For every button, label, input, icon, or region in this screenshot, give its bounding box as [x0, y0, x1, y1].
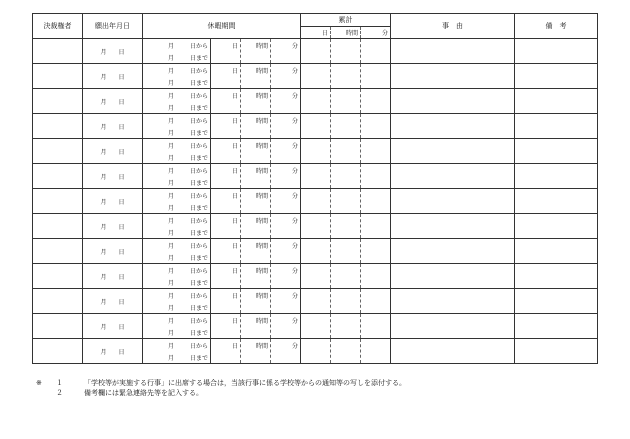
- duration-minute-label: 分: [270, 214, 300, 238]
- table-row: [33, 139, 598, 164]
- month-label: 月: [100, 323, 107, 331]
- approver-cell[interactable]: [33, 239, 83, 264]
- cumulative-cell[interactable]: [301, 139, 391, 164]
- to-month-label: 月: [167, 154, 174, 162]
- day-label: 日: [118, 348, 125, 356]
- cumulative-cell[interactable]: [301, 264, 391, 289]
- day-label: 日: [118, 323, 125, 331]
- reason-cell[interactable]: [391, 64, 515, 89]
- to-month-label: 月: [167, 129, 174, 137]
- table-row: [33, 164, 598, 189]
- cumulative-title: 累計: [301, 14, 390, 27]
- period-duration-cell[interactable]: [211, 314, 301, 339]
- period-duration-cell[interactable]: [211, 64, 301, 89]
- duration-minute-label: 分: [270, 139, 300, 163]
- to-month-label: 月: [167, 79, 174, 87]
- from-month-label: 月: [167, 292, 174, 300]
- duration-minute-label: 分: [270, 39, 300, 63]
- from-month-label: 月: [167, 192, 174, 200]
- table-row: [33, 314, 598, 339]
- from-month-label: 月: [167, 142, 174, 150]
- ledger-body: [33, 39, 598, 364]
- period-range-cell[interactable]: [143, 39, 211, 64]
- request-date-cell[interactable]: [83, 114, 143, 139]
- day-label: 日: [118, 148, 125, 156]
- to-day-label: 日まで: [189, 204, 208, 212]
- to-day-label: 日まで: [189, 229, 208, 237]
- footnote-item: [36, 388, 406, 398]
- duration-day-label: 日: [231, 168, 238, 175]
- to-month-label: 月: [167, 329, 174, 337]
- duration-minute-label: 分: [270, 289, 300, 313]
- day-label: 日: [118, 273, 125, 281]
- duration-day-label: 日: [231, 218, 238, 225]
- to-month-label: 月: [167, 204, 174, 212]
- approver-cell[interactable]: [33, 89, 83, 114]
- month-label: 月: [100, 198, 107, 206]
- from-month-label: 月: [167, 217, 174, 225]
- from-day-label: 日から: [189, 267, 208, 275]
- month-label: 月: [100, 48, 107, 56]
- day-label: 日: [118, 173, 125, 181]
- approver-cell[interactable]: [33, 189, 83, 214]
- duration-day-label: 日: [231, 293, 238, 300]
- table-row: [33, 189, 598, 214]
- to-month-label: 月: [167, 229, 174, 237]
- duration-minute-label: 分: [270, 64, 300, 88]
- period-duration-cell[interactable]: [211, 139, 301, 164]
- request-date-cell[interactable]: [83, 339, 143, 364]
- duration-minute-label: 分: [270, 164, 300, 188]
- from-month-label: 月: [167, 67, 174, 75]
- to-day-label: 日まで: [189, 54, 208, 62]
- day-label: 日: [118, 98, 125, 106]
- duration-minute-label: 分: [270, 339, 300, 363]
- approver-cell[interactable]: [33, 339, 83, 364]
- cumulative-minute-label: 分: [360, 27, 390, 39]
- request-date-cell[interactable]: [83, 214, 143, 239]
- month-label: 月: [100, 248, 107, 256]
- day-label: 日: [118, 298, 125, 306]
- remarks-cell[interactable]: [515, 139, 598, 164]
- month-label: 月: [100, 348, 107, 356]
- cumulative-cell[interactable]: [301, 89, 391, 114]
- footnote-number: ２: [56, 389, 63, 397]
- from-day-label: 日から: [189, 92, 208, 100]
- duration-minute-label: 分: [270, 89, 300, 113]
- duration-hour-label: 時間: [240, 39, 270, 63]
- cumulative-cell[interactable]: [301, 314, 391, 339]
- to-month-label: 月: [167, 54, 174, 62]
- request-date-cell[interactable]: [83, 64, 143, 89]
- header-row: [33, 14, 598, 39]
- period-range-cell[interactable]: [143, 264, 211, 289]
- period-range-cell[interactable]: [143, 164, 211, 189]
- header-leave-period: 休暇期間: [143, 14, 301, 39]
- from-month-label: 月: [167, 117, 174, 125]
- period-range-cell[interactable]: [143, 214, 211, 239]
- period-duration-cell[interactable]: [211, 89, 301, 114]
- from-month-label: 月: [167, 242, 174, 250]
- request-date-cell[interactable]: [83, 89, 143, 114]
- table-row: [33, 114, 598, 139]
- from-day-label: 日から: [189, 192, 208, 200]
- remarks-cell[interactable]: [515, 64, 598, 89]
- duration-minute-label: 分: [270, 264, 300, 288]
- request-date-cell[interactable]: [83, 164, 143, 189]
- cumulative-day-label: 日: [321, 29, 328, 37]
- table-row: [33, 89, 598, 114]
- table-row: [33, 214, 598, 239]
- period-duration-cell[interactable]: [211, 339, 301, 364]
- duration-hour-label: 時間: [240, 289, 270, 313]
- duration-day-label: 日: [231, 268, 238, 275]
- from-day-label: 日から: [189, 67, 208, 75]
- duration-hour-label: 時間: [240, 264, 270, 288]
- to-day-label: 日まで: [189, 329, 208, 337]
- cumulative-cell[interactable]: [301, 114, 391, 139]
- cumulative-cell[interactable]: [301, 339, 391, 364]
- header-reason: 事 由: [391, 14, 515, 39]
- duration-day-label: 日: [231, 143, 238, 150]
- to-month-label: 月: [167, 354, 174, 362]
- cumulative-cell[interactable]: [301, 39, 391, 64]
- period-range-cell[interactable]: [143, 289, 211, 314]
- reason-cell[interactable]: [391, 314, 515, 339]
- period-range-cell[interactable]: [143, 114, 211, 139]
- request-date-cell[interactable]: [83, 39, 143, 64]
- duration-hour-label: 時間: [240, 114, 270, 138]
- approver-cell[interactable]: [33, 139, 83, 164]
- approver-cell[interactable]: [33, 264, 83, 289]
- cumulative-cell[interactable]: [301, 239, 391, 264]
- header-cumulative: [301, 14, 391, 39]
- reason-cell[interactable]: [391, 289, 515, 314]
- request-date-cell[interactable]: [83, 314, 143, 339]
- period-duration-cell[interactable]: [211, 39, 301, 64]
- approver-cell[interactable]: [33, 289, 83, 314]
- period-range-cell[interactable]: [143, 139, 211, 164]
- to-day-label: 日まで: [189, 79, 208, 87]
- duration-day-label: 日: [231, 318, 238, 325]
- to-day-label: 日まで: [189, 104, 208, 112]
- remarks-cell[interactable]: [515, 114, 598, 139]
- duration-day-label: 日: [231, 193, 238, 200]
- month-label: 月: [100, 298, 107, 306]
- period-duration-cell[interactable]: [211, 214, 301, 239]
- period-range-cell[interactable]: [143, 239, 211, 264]
- day-label: 日: [118, 73, 125, 81]
- from-day-label: 日から: [189, 217, 208, 225]
- from-day-label: 日から: [189, 242, 208, 250]
- duration-day-label: 日: [231, 68, 238, 75]
- reason-cell[interactable]: [391, 39, 515, 64]
- duration-hour-label: 時間: [240, 239, 270, 263]
- day-label: 日: [118, 48, 125, 56]
- reason-cell[interactable]: [391, 164, 515, 189]
- remarks-cell[interactable]: [515, 264, 598, 289]
- cumulative-hour-label: 時間: [330, 27, 360, 39]
- from-day-label: 日から: [189, 142, 208, 150]
- reason-cell[interactable]: [391, 339, 515, 364]
- duration-minute-label: 分: [270, 314, 300, 338]
- remarks-cell[interactable]: [515, 239, 598, 264]
- period-range-cell[interactable]: [143, 339, 211, 364]
- request-date-cell[interactable]: [83, 239, 143, 264]
- period-duration-cell[interactable]: [211, 289, 301, 314]
- month-label: 月: [100, 73, 107, 81]
- header-remarks: 備 考: [515, 14, 598, 39]
- duration-day-label: 日: [231, 343, 238, 350]
- header-approver: 決裁権者: [33, 14, 83, 39]
- period-duration-cell[interactable]: [211, 189, 301, 214]
- period-duration-cell[interactable]: [211, 239, 301, 264]
- day-label: 日: [118, 223, 125, 231]
- cumulative-cell[interactable]: [301, 164, 391, 189]
- table-row: [33, 289, 598, 314]
- period-duration-cell[interactable]: [211, 264, 301, 289]
- footnotes: [36, 378, 406, 398]
- approver-cell[interactable]: [33, 164, 83, 189]
- table-row: [33, 264, 598, 289]
- to-month-label: 月: [167, 254, 174, 262]
- request-date-cell[interactable]: [83, 139, 143, 164]
- reason-cell[interactable]: [391, 114, 515, 139]
- day-label: 日: [118, 198, 125, 206]
- period-range-cell[interactable]: [143, 64, 211, 89]
- approver-cell[interactable]: [33, 64, 83, 89]
- day-label: 日: [118, 123, 125, 131]
- footnote-item: [36, 378, 406, 388]
- duration-day-label: 日: [231, 243, 238, 250]
- duration-hour-label: 時間: [240, 189, 270, 213]
- to-day-label: 日まで: [189, 129, 208, 137]
- duration-hour-label: 時間: [240, 339, 270, 363]
- reason-cell[interactable]: [391, 139, 515, 164]
- period-duration-cell[interactable]: [211, 164, 301, 189]
- from-day-label: 日から: [189, 117, 208, 125]
- duration-hour-label: 時間: [240, 314, 270, 338]
- period-range-cell[interactable]: [143, 314, 211, 339]
- period-range-cell[interactable]: [143, 89, 211, 114]
- month-label: 月: [100, 98, 107, 106]
- day-label: 日: [118, 248, 125, 256]
- footnote-text: 備考欄には緊急連絡先等を記入する。: [84, 389, 203, 397]
- footnote-mark: [36, 388, 50, 398]
- from-month-label: 月: [167, 167, 174, 175]
- table-row: [33, 64, 598, 89]
- to-day-label: 日まで: [189, 179, 208, 187]
- to-day-label: 日まで: [189, 304, 208, 312]
- duration-hour-label: 時間: [240, 214, 270, 238]
- to-day-label: 日まで: [189, 279, 208, 287]
- approver-cell[interactable]: [33, 114, 83, 139]
- reason-cell[interactable]: [391, 239, 515, 264]
- table-row: [33, 339, 598, 364]
- cumulative-cell[interactable]: [301, 189, 391, 214]
- month-label: 月: [100, 148, 107, 156]
- period-duration-cell[interactable]: [211, 114, 301, 139]
- table-row: [33, 239, 598, 264]
- to-day-label: 日まで: [189, 354, 208, 362]
- duration-minute-label: 分: [270, 239, 300, 263]
- remarks-cell[interactable]: [515, 89, 598, 114]
- remarks-cell[interactable]: [515, 39, 598, 64]
- header-request-date: 願出年月日: [83, 14, 143, 39]
- reason-cell[interactable]: [391, 264, 515, 289]
- to-month-label: 月: [167, 104, 174, 112]
- cumulative-cell[interactable]: [301, 214, 391, 239]
- from-month-label: 月: [167, 42, 174, 50]
- approver-cell[interactable]: [33, 39, 83, 64]
- from-month-label: 月: [167, 317, 174, 325]
- approver-cell[interactable]: [33, 314, 83, 339]
- to-day-label: 日まで: [189, 154, 208, 162]
- from-month-label: 月: [167, 342, 174, 350]
- duration-day-label: 日: [231, 43, 238, 50]
- duration-hour-label: 時間: [240, 89, 270, 113]
- month-label: 月: [100, 123, 107, 131]
- request-date-cell[interactable]: [83, 289, 143, 314]
- footnote-mark: ※: [36, 379, 42, 387]
- footnote-number: １: [56, 379, 63, 387]
- remarks-cell[interactable]: [515, 214, 598, 239]
- remarks-cell[interactable]: [515, 314, 598, 339]
- reason-cell[interactable]: [391, 189, 515, 214]
- month-label: 月: [100, 173, 107, 181]
- approver-cell[interactable]: [33, 214, 83, 239]
- remarks-cell[interactable]: [515, 189, 598, 214]
- cumulative-cell[interactable]: [301, 289, 391, 314]
- remarks-cell[interactable]: [515, 339, 598, 364]
- from-day-label: 日から: [189, 317, 208, 325]
- duration-hour-label: 時間: [240, 139, 270, 163]
- duration-day-label: 日: [231, 118, 238, 125]
- remarks-cell[interactable]: [515, 289, 598, 314]
- leave-request-form: [32, 13, 598, 364]
- footnote-text: 「学校等が実施する行事」に出席する場合は，当該行事に係る学校等からの通知等の写しを添付する。: [84, 379, 406, 387]
- to-month-label: 月: [167, 179, 174, 187]
- request-date-cell[interactable]: [83, 189, 143, 214]
- month-label: 月: [100, 273, 107, 281]
- from-day-label: 日から: [189, 292, 208, 300]
- period-range-cell[interactable]: [143, 189, 211, 214]
- reason-cell[interactable]: [391, 89, 515, 114]
- from-month-label: 月: [167, 92, 174, 100]
- from-day-label: 日から: [189, 167, 208, 175]
- to-month-label: 月: [167, 304, 174, 312]
- duration-minute-label: 分: [270, 114, 300, 138]
- remarks-cell[interactable]: [515, 164, 598, 189]
- from-month-label: 月: [167, 267, 174, 275]
- duration-minute-label: 分: [270, 189, 300, 213]
- cumulative-cell[interactable]: [301, 64, 391, 89]
- duration-hour-label: 時間: [240, 164, 270, 188]
- duration-hour-label: 時間: [240, 64, 270, 88]
- duration-day-label: 日: [231, 93, 238, 100]
- from-day-label: 日から: [189, 342, 208, 350]
- reason-cell[interactable]: [391, 214, 515, 239]
- to-month-label: 月: [167, 279, 174, 287]
- to-day-label: 日まで: [189, 254, 208, 262]
- table-row: [33, 39, 598, 64]
- request-date-cell[interactable]: [83, 264, 143, 289]
- leave-ledger-table: [32, 13, 598, 364]
- month-label: 月: [100, 223, 107, 231]
- from-day-label: 日から: [189, 42, 208, 50]
